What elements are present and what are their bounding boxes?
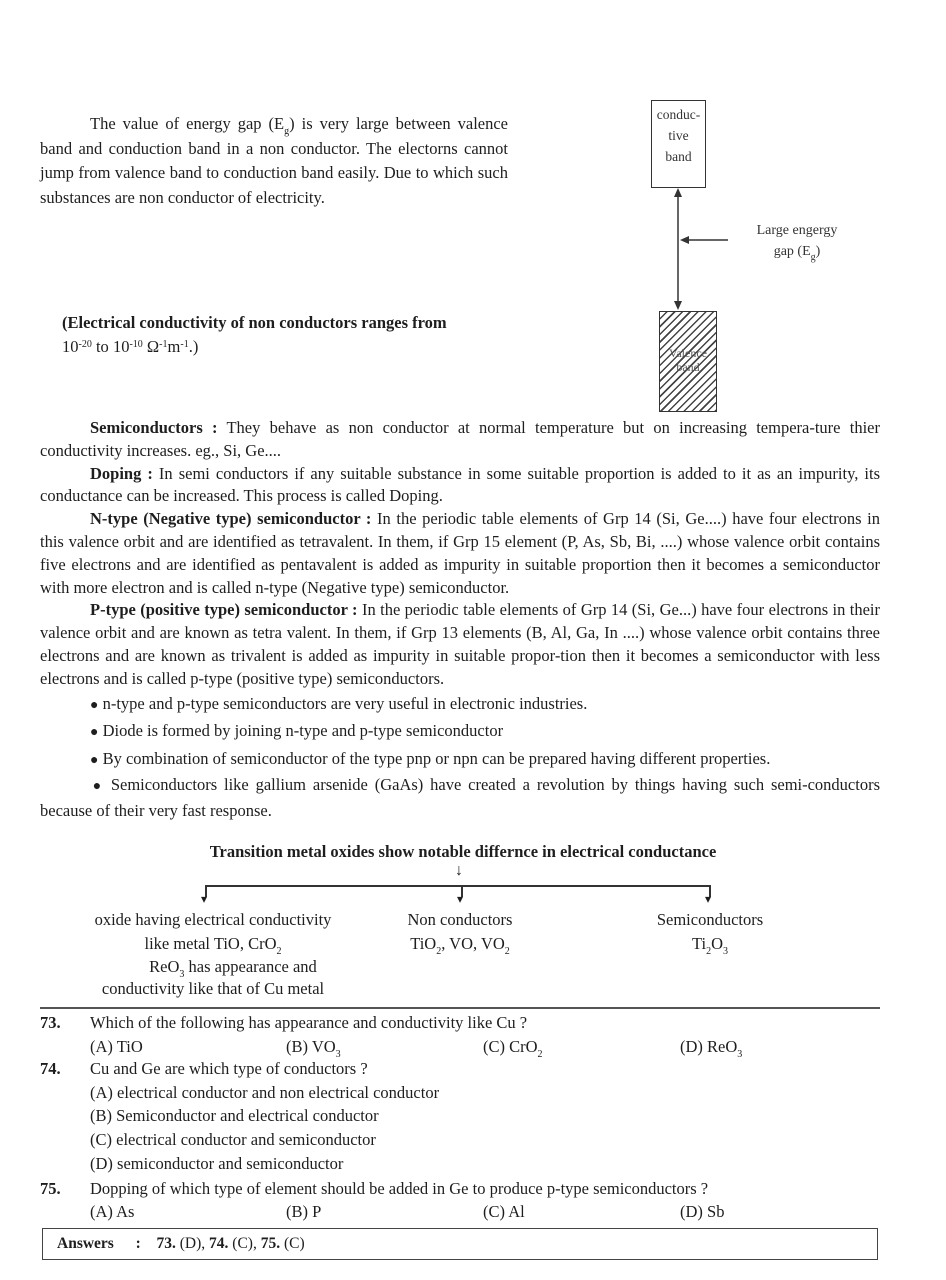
n-type-heading: N-type (Negative type) semiconductor : — [90, 509, 372, 529]
question-number: 74. — [40, 1059, 61, 1078]
option-b: (B) Semiconductor and electrical conductor — [90, 1106, 379, 1125]
option-label: (A) TiO — [90, 1037, 143, 1056]
arrow-down-icon — [674, 301, 682, 310]
formula-text: ReO — [149, 957, 180, 976]
bullet-item — [40, 718, 880, 746]
subscript: 2 — [436, 946, 442, 957]
gap-label-line-1: Large engergy — [756, 223, 838, 238]
column-line — [68, 932, 358, 956]
question-text: Which of the following has appearance and conductivity like Cu ? — [90, 1013, 528, 1032]
option-c: (C) electrical conductor and semiconductor — [90, 1130, 376, 1149]
answers-separator: : — [135, 1235, 141, 1252]
main-body — [40, 417, 880, 823]
bullet-icon: ● — [90, 697, 99, 713]
intro-text: The value of energy gap (E — [90, 114, 285, 133]
option-d: (D) semiconductor and semiconductor — [90, 1154, 344, 1173]
arrow-left-icon — [680, 236, 689, 244]
arrow-down-icon: ▾ — [201, 892, 208, 906]
subscript: 2 — [706, 946, 712, 957]
formula-text: O — [711, 934, 723, 953]
option-label: (D) ReO — [680, 1037, 738, 1056]
flowchart-branch-line — [205, 885, 711, 887]
bullet-icon: ● — [90, 725, 99, 741]
bullet-text: Diode is formed by joining n-type and p-type semiconductor — [102, 721, 504, 741]
gap-text-end: ) — [815, 244, 821, 259]
option-c — [483, 1037, 543, 1060]
intro-text-cont: ) is very large between valence band and conduction band in a non conductor. The electorns cannot jump from valence band to conduction band easily. Due to which such substances are non conductor of electricity. — [40, 114, 508, 207]
metre-unit: m — [167, 337, 181, 356]
n-type-text: In the periodic table elements of Grp 14 (Si, Ge....) have four electrons in this valence orbit and are identified as tetravalent. In them, if Grp 15 element (P, As, Sb, Bi, ....) whose valence orbit contains five electrons and are identified as pentavalent is added as impurity in suitable proportion then it becomes a semiconductor with more electron and is called n-type (Negative type) semiconductor. — [40, 509, 881, 597]
option-a — [90, 1037, 143, 1057]
to-text: to — [91, 337, 113, 356]
answer-number: 75. — [260, 1235, 281, 1252]
arrow-down-icon: ▾ — [705, 892, 712, 906]
doping-paragraph — [40, 463, 880, 509]
valence-band-label: Valence — [669, 346, 707, 360]
column-text: has appearance and — [184, 957, 317, 976]
conductivity-note — [62, 311, 528, 359]
subscript: 3 — [723, 946, 728, 957]
option-a: (A) As — [90, 1202, 135, 1221]
conductivity-note-line-2 — [62, 335, 528, 359]
conduction-band-box — [651, 100, 706, 188]
column-line — [640, 932, 780, 956]
p-type-paragraph — [40, 599, 880, 690]
option-label: (C) CrO — [483, 1037, 538, 1056]
semiconductors-paragraph — [40, 417, 880, 463]
section-divider — [40, 1007, 880, 1009]
gap-label-line-2 — [742, 241, 852, 262]
base: 10 — [62, 337, 79, 356]
question-number: 73. — [40, 1013, 61, 1032]
subscript: 2 — [504, 946, 510, 957]
answers-box — [42, 1228, 878, 1260]
doping-heading: Doping : — [90, 463, 153, 483]
answer-value: (D), — [175, 1235, 210, 1252]
conduction-band-label: tive — [668, 128, 689, 143]
gap-text: gap (E — [773, 244, 811, 259]
question-text: Cu and Ge are which type of conductors ? — [90, 1059, 368, 1078]
option-c: (C) Al — [483, 1202, 525, 1221]
option-label: (B) VO — [286, 1037, 336, 1056]
answer-number: 73. — [156, 1235, 176, 1252]
exponent: -1 — [180, 339, 189, 350]
option-b — [286, 1037, 341, 1060]
column-line — [68, 956, 358, 978]
column-heading: Semiconductors — [656, 910, 764, 929]
answer-value: (C) — [280, 1235, 305, 1252]
formula-text: like metal TiO, CrO — [144, 934, 277, 953]
bullet-item — [40, 773, 880, 823]
p-type-text: In the periodic table elements of Grp 14 (Si, Ge...) have four electrons in their valence orbit and are known as tetra valent. In them, if Grp 13 elements (B, Al, Ga, In ....) whose valence orbit contains three electrons and are known as trivalent is added as impurity in suitable propor-tion then it becomes a semiconductor with less electrons and is called p-type (positive type) semiconductors. — [40, 600, 881, 688]
p-type-heading: P-type (positive type) semiconductor : — [90, 600, 358, 620]
column-line: conductivity like that of Cu metal — [101, 979, 325, 998]
bullet-item — [40, 746, 880, 774]
energy-gap-arrows — [660, 186, 750, 312]
question-text: Dopping of which type of element should be added in Ge to produce p-type semiconductors ? — [90, 1179, 709, 1198]
option-d — [680, 1037, 743, 1060]
subscript: 3 — [335, 1049, 341, 1060]
valence-band-box — [659, 311, 717, 412]
flowchart-title: Transition metal oxides show notable differnce in electrical conductance — [209, 842, 717, 861]
base: 10 — [112, 337, 130, 356]
option-b: (B) P — [286, 1202, 322, 1221]
ohm-unit: Ω — [142, 337, 160, 356]
answer-value: (C), — [228, 1235, 261, 1252]
subscript: 2 — [276, 946, 282, 957]
bullet-icon: ● — [90, 779, 104, 795]
option-a: (A) electrical conductor and non electrical conductor — [90, 1083, 440, 1102]
arrow-down-icon: ▾ — [457, 892, 464, 906]
bullet-text: Semiconductors like gallium arsenide (GaAs) have created a revolution by things having such semi-conductors because of their very fast response. — [40, 775, 880, 821]
exponent: -1 — [159, 339, 168, 350]
answer-number: 74. — [209, 1235, 229, 1252]
conduction-band-label: conduc- — [656, 107, 701, 122]
answers-label: Answers — [57, 1235, 114, 1252]
subscript-g: g — [810, 252, 816, 263]
subscript: 2 — [537, 1049, 543, 1060]
arrow-up-icon — [674, 188, 682, 197]
formula-text: , VO, VO — [441, 934, 505, 953]
formula-text: Ti — [691, 934, 707, 953]
exponent: -10 — [129, 339, 143, 350]
column-line — [380, 932, 540, 956]
subscript: 3 — [179, 969, 185, 980]
bullet-text: n-type and p-type semiconductors are very useful in electronic industries. — [102, 693, 588, 713]
doping-text: In semi conductors if any suitable substance in some suitable proportion is added to it as an impurity, its conductance can be increased. This process is called Doping. — [40, 463, 880, 506]
semiconductors-column — [640, 908, 780, 956]
valence-band-label: band — [676, 360, 700, 374]
bullet-icon: ● — [90, 752, 99, 768]
semiconductors-heading: Semiconductors : — [90, 418, 218, 437]
option-d: (D) Sb — [680, 1202, 725, 1221]
close-paren: .) — [188, 337, 199, 356]
bullet-item — [40, 691, 880, 719]
conduction-band-label: band — [665, 149, 692, 164]
exponent: -20 — [78, 339, 92, 350]
formula-text: TiO — [410, 934, 437, 953]
metal-like-oxides-column — [68, 908, 358, 1000]
energy-gap-label — [742, 220, 852, 262]
question-number: 75. — [40, 1179, 61, 1198]
subscript-g: g — [284, 126, 290, 137]
bullet-text: By combination of semiconductor of the type pnp or npn can be prepared having different properties. — [102, 748, 771, 768]
column-heading: oxide having electrical conductivity — [94, 910, 332, 929]
semiconductors-text: They behave as non conductor at normal temperature but on increasing tempera-ture thier conductivity increases. eg., Si, Ge.... — [40, 418, 880, 460]
arrow-down-icon: ↓ — [455, 862, 463, 879]
subscript: 3 — [737, 1049, 743, 1060]
non-conductors-column — [380, 908, 540, 956]
conductivity-note-line-1: (Electrical conductivity of non conductors ranges from — [62, 313, 447, 332]
n-type-paragraph — [40, 508, 880, 599]
column-heading: Non conductors — [407, 910, 513, 929]
intro-paragraph — [40, 112, 508, 210]
